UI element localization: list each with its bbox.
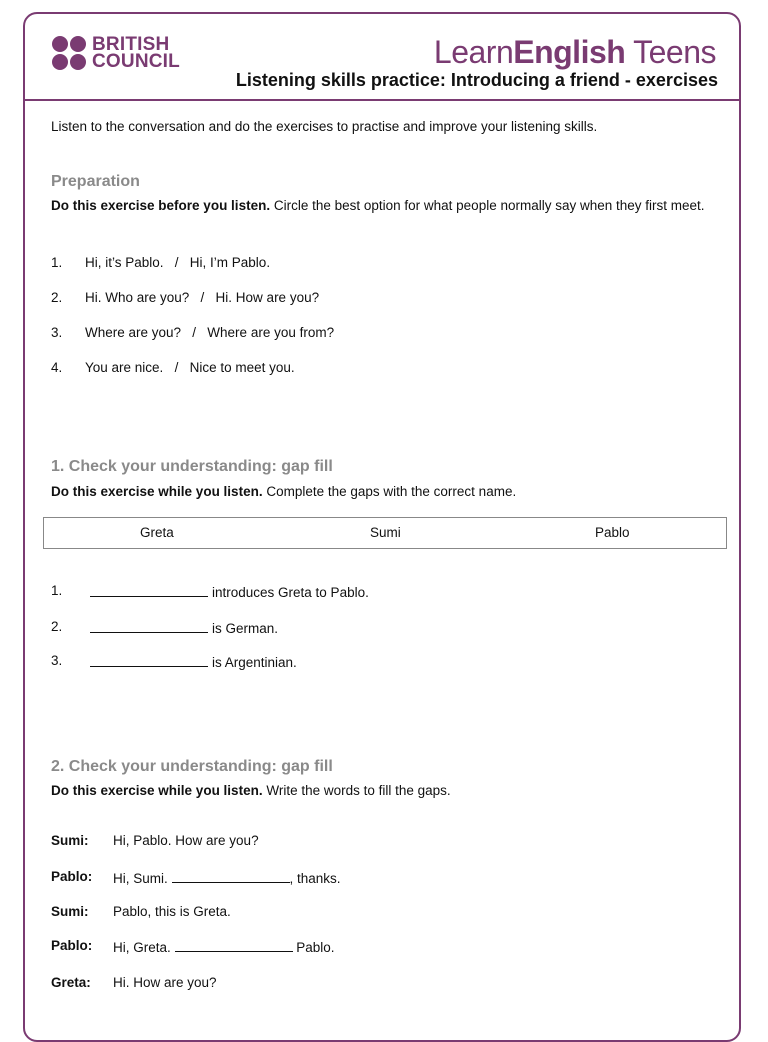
exercise1-title: 1. Check your understanding: gap fill [51,458,333,475]
british-council-logo [52,36,180,70]
name-option: Pablo [595,525,630,540]
exercise2-instructions: Do this exercise while you listen. Write the words to fill the gaps. [51,783,451,798]
learnenglish-teens-logo: LearnEnglish Teens [433,34,716,70]
exercise2-title: 2. Check your understanding: gap fill [51,758,333,775]
answer-blank[interactable] [90,583,208,597]
exercise1-instructions: Do this exercise while you listen. Complete the gaps with the correct name. [51,484,517,499]
intro-text: Listen to the conversation and do the exercises to practise and improve your listening skills. [51,119,598,134]
names-box [43,517,727,549]
answer-blank[interactable] [175,938,293,952]
preparation-title: Preparation [51,173,140,190]
preparation-instructions: Do this exercise before you listen. Circle the best option for what people normally say when they first meet. [51,198,705,213]
document-title: Listening skills practice: Introducing a friend - exercises [235,70,718,90]
header-divider [23,99,741,101]
name-option: Sumi [370,525,401,540]
answer-blank[interactable] [90,653,208,667]
name-option: Greta [140,525,174,540]
answer-blank[interactable] [90,619,208,633]
logo-dots-icon [52,36,86,70]
answer-blank[interactable] [172,869,290,883]
logo-line-1: BRITISH [92,34,170,55]
logo-line-2: COUNCIL [92,51,180,72]
